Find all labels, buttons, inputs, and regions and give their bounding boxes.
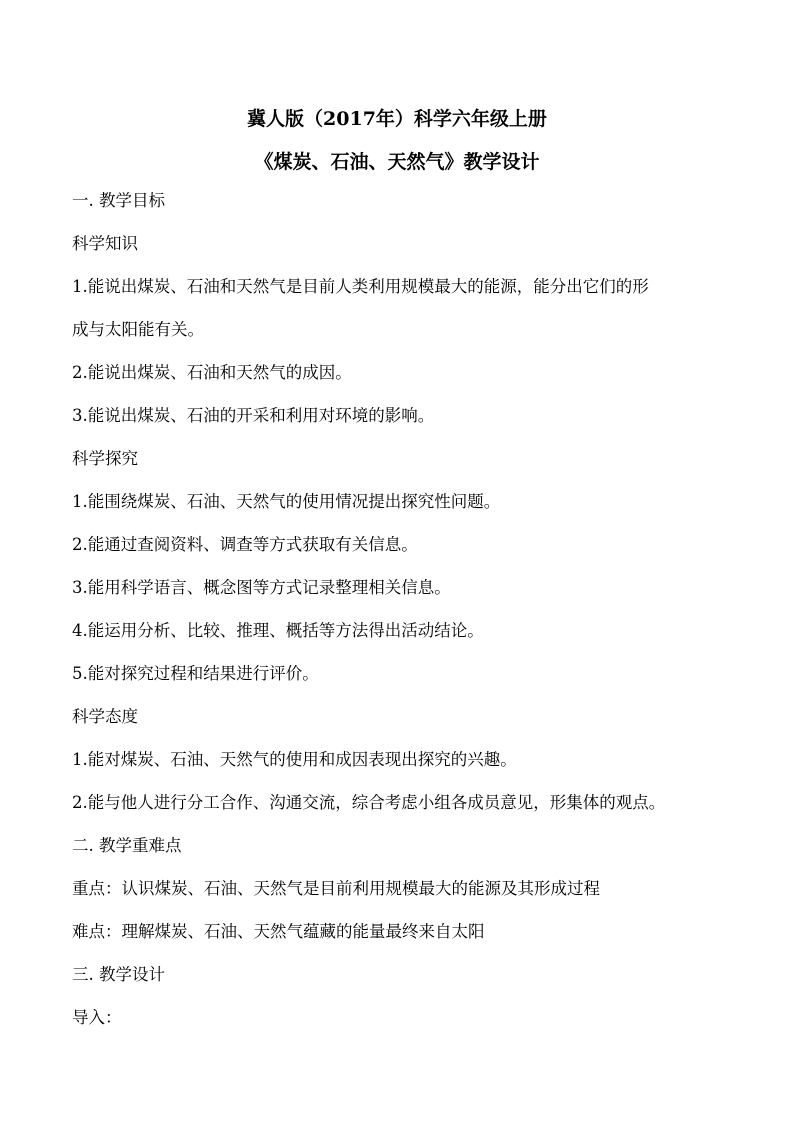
knowledge-item-2: 2.能说出煤炭、石油和天然气的成因。 bbox=[72, 363, 352, 382]
subheading-attitude: 科学态度 bbox=[72, 707, 138, 726]
knowledge-item-1-line-1: 1.能说出煤炭、石油和天然气是目前人类利用规模最大的能源，能分出它们的形 bbox=[72, 277, 649, 296]
document-subtitle: 《煤炭、石油、天然气》教学设计 bbox=[254, 151, 540, 173]
document-title: 冀人版（2017年）科学六年级上册 bbox=[247, 108, 547, 130]
attitude-item-1: 1.能对煤炭、石油、天然气的使用和成因表现出探究的兴趣。 bbox=[72, 750, 517, 769]
key-point: 重点：认识煤炭、石油、天然气是目前利用规模最大的能源及其形成过程 bbox=[72, 879, 600, 898]
section-heading-keypoints: 二. 教学重难点 bbox=[72, 836, 182, 855]
subheading-inquiry: 科学探究 bbox=[72, 449, 138, 468]
knowledge-item-1-line-2: 成与太阳能有关。 bbox=[72, 320, 204, 339]
inquiry-item-1: 1.能围绕煤炭、石油、天然气的使用情况提出探究性问题。 bbox=[72, 492, 501, 511]
inquiry-item-5: 5.能对探究过程和结果进行评价。 bbox=[72, 664, 319, 683]
intro-label: 导入： bbox=[72, 1008, 122, 1027]
inquiry-item-2: 2.能通过查阅资料、调查等方式获取有关信息。 bbox=[72, 535, 418, 554]
attitude-item-2: 2.能与他人进行分工合作、沟通交流，综合考虑小组各成员意见，形集体的观点。 bbox=[72, 793, 666, 812]
knowledge-item-3: 3.能说出煤炭、石油的开采和利用对环境的影响。 bbox=[72, 406, 435, 425]
section-heading-objectives: 一. 教学目标 bbox=[72, 191, 165, 210]
difficult-point: 难点：理解煤炭、石油、天然气蕴藏的能量最终来自太阳 bbox=[72, 922, 485, 941]
section-heading-design: 三. 教学设计 bbox=[72, 965, 165, 984]
inquiry-item-4: 4.能运用分析、比较、推理、概括等方法得出活动结论。 bbox=[72, 621, 484, 640]
inquiry-item-3: 3.能用科学语言、概念图等方式记录整理相关信息。 bbox=[72, 578, 451, 597]
subheading-knowledge: 科学知识 bbox=[72, 234, 138, 253]
